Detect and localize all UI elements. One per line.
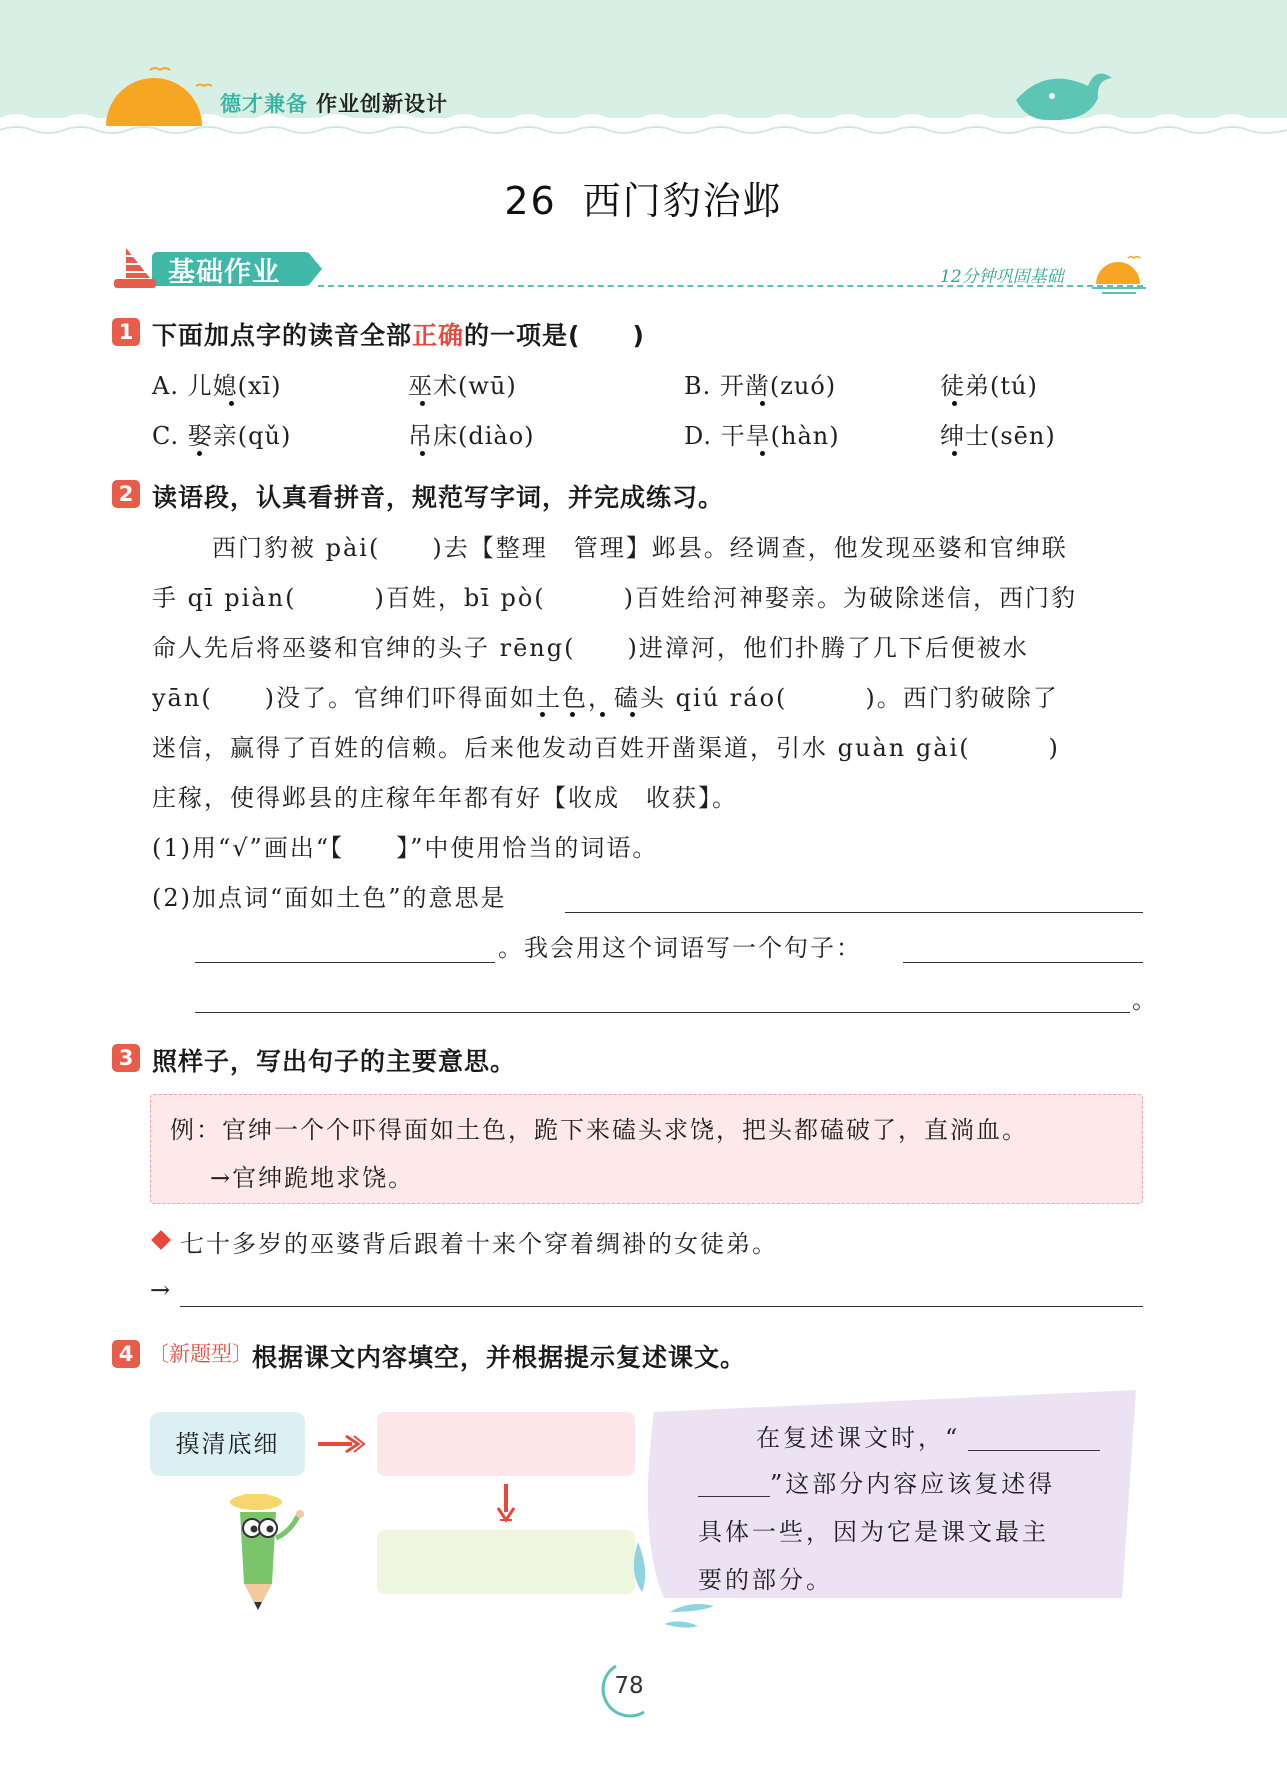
emphasis-dot: [229, 401, 234, 406]
option-c-1: C. 娶亲(qǔ): [152, 422, 292, 450]
emphasis-dot: [570, 712, 575, 717]
option-d-1: D. 干旱(hàn): [684, 422, 840, 450]
lesson-title: 西门豹治邺: [582, 179, 783, 223]
passage-line-2: 手 qī piàn( )百姓，bī pò( )百姓给河神娶亲。为破除迷信，西门豹: [152, 584, 1078, 612]
speech-line-1: 在复述课文时，“: [756, 1424, 961, 1452]
highlight-correct: 正确: [412, 321, 465, 350]
practice-sentence: 七十多岁的巫婆背后跟着十来个穿着绸褂的女徒弟。: [180, 1230, 778, 1258]
diamond-bullet-icon: [151, 1230, 171, 1250]
speech-line-4: 要的部分。: [698, 1566, 833, 1594]
sentence-answer-line[interactable]: [195, 1012, 1130, 1013]
emphasis-dot: [952, 451, 957, 456]
page-title: [0, 170, 1287, 225]
passage-line-4: yān( )没了。官绅们吓得面如土色，磕头 qiú ráo( )。西门豹破除了: [152, 684, 1059, 712]
option-c-2: 吊床(diào): [408, 422, 535, 450]
passage-line-1: 西门豹被 pài( )去【整理 管理】邺县。经调查，他发现巫婆和官绅联: [212, 534, 1068, 562]
sub-question-2: (2)加点词“面如土色”的意思是: [152, 884, 507, 912]
sentence-answer-line[interactable]: [903, 962, 1143, 963]
question-4-text: 根据课文内容填空，并根据提示复述课文。: [252, 1343, 747, 1372]
example-answer: →官绅跪地求饶。: [210, 1164, 415, 1192]
question-number-4: 4: [112, 1340, 140, 1368]
sub-question-2-continued: 。我会用这个词语写一个句子：: [498, 934, 862, 962]
question-number-2: 2: [112, 480, 140, 508]
question-number-1: 1: [112, 318, 140, 346]
fill-blank-line[interactable]: [968, 1450, 1100, 1451]
passage-line-6: 庄稼，使得邺县的庄稼年年都有好【收成 收获】。: [152, 784, 738, 812]
answer-line[interactable]: [180, 1306, 1143, 1307]
answer-box-1[interactable]: [377, 1412, 635, 1476]
pencil-mascot-icon: [222, 1488, 312, 1614]
emphasis-dot: [952, 401, 957, 406]
answer-line[interactable]: [195, 962, 495, 963]
brand-part2: 作业创新设计: [316, 92, 448, 116]
arrow-right-icon: [316, 1432, 366, 1456]
answer-line[interactable]: [565, 912, 1143, 913]
question-number-3: 3: [112, 1044, 140, 1072]
arrow-down-icon: [494, 1482, 518, 1526]
sub-question-1: (1)用“√”画出“【 】”中使用恰当的词语。: [152, 834, 659, 862]
emphasis-dot: [760, 451, 765, 456]
step-box-label: 摸清底细: [175, 1430, 280, 1458]
brand-part1: 德才兼备: [220, 92, 308, 116]
end-mark: 。: [1132, 986, 1158, 1014]
question-1-text: 下面加点字的读音全部正确的一项是( ): [152, 321, 645, 350]
answer-arrow: →: [150, 1276, 173, 1304]
sunset-icon: [1090, 252, 1148, 298]
new-question-tag: 〔新题型〕: [148, 1342, 253, 1366]
emphasis-dot: [540, 712, 545, 717]
speech-line-3: 具体一些，因为它是课文最主: [698, 1518, 1049, 1546]
emphasis-dot: [420, 401, 425, 406]
option-a-1: A. 儿媳(xī): [152, 372, 282, 400]
fill-blank-line[interactable]: [698, 1496, 770, 1497]
page-number: 78: [614, 1673, 644, 1699]
header-banner: [0, 0, 1287, 150]
question-2-text: 读语段，认真看拼音，规范写字词，并完成练习。: [152, 483, 725, 512]
section-label: 基础作业: [168, 257, 280, 288]
section-time-note: 12分钟巩固基础: [940, 267, 1064, 287]
example-sentence: 例：官绅一个个吓得面如土色，跪下来磕头求饶，把头都磕破了，直淌血。: [170, 1116, 1028, 1144]
answer-box-2[interactable]: [377, 1530, 635, 1594]
emphasis-dot: [420, 451, 425, 456]
speech-line-2: ”这部分内容应该复述得: [770, 1470, 1056, 1498]
passage-line-5: 迷信，赢得了百姓的信赖。后来他发动百姓开凿渠道，引水 guàn gài( ): [152, 734, 1060, 762]
option-b-2: 徒弟(tú): [940, 372, 1038, 400]
emphasis-dot: [600, 712, 605, 717]
option-a-2: 巫术(wū): [408, 372, 517, 400]
question-3-text: 照样子，写出句子的主要意思。: [152, 1047, 517, 1076]
emphasis-dot: [197, 451, 202, 456]
passage-line-3: 命人先后将巫婆和官绅的头子 rēng( )进漳河，他们扑腾了几下后便被水: [152, 634, 1029, 662]
option-b-1: B. 开凿(zuó): [684, 372, 837, 400]
brand-title: [220, 88, 448, 118]
emphasis-dot: [630, 712, 635, 717]
option-d-2: 绅士(sēn): [940, 422, 1056, 450]
emphasis-dot: [760, 401, 765, 406]
lesson-number: 26: [504, 179, 557, 223]
sailboat-icon: [114, 248, 156, 288]
